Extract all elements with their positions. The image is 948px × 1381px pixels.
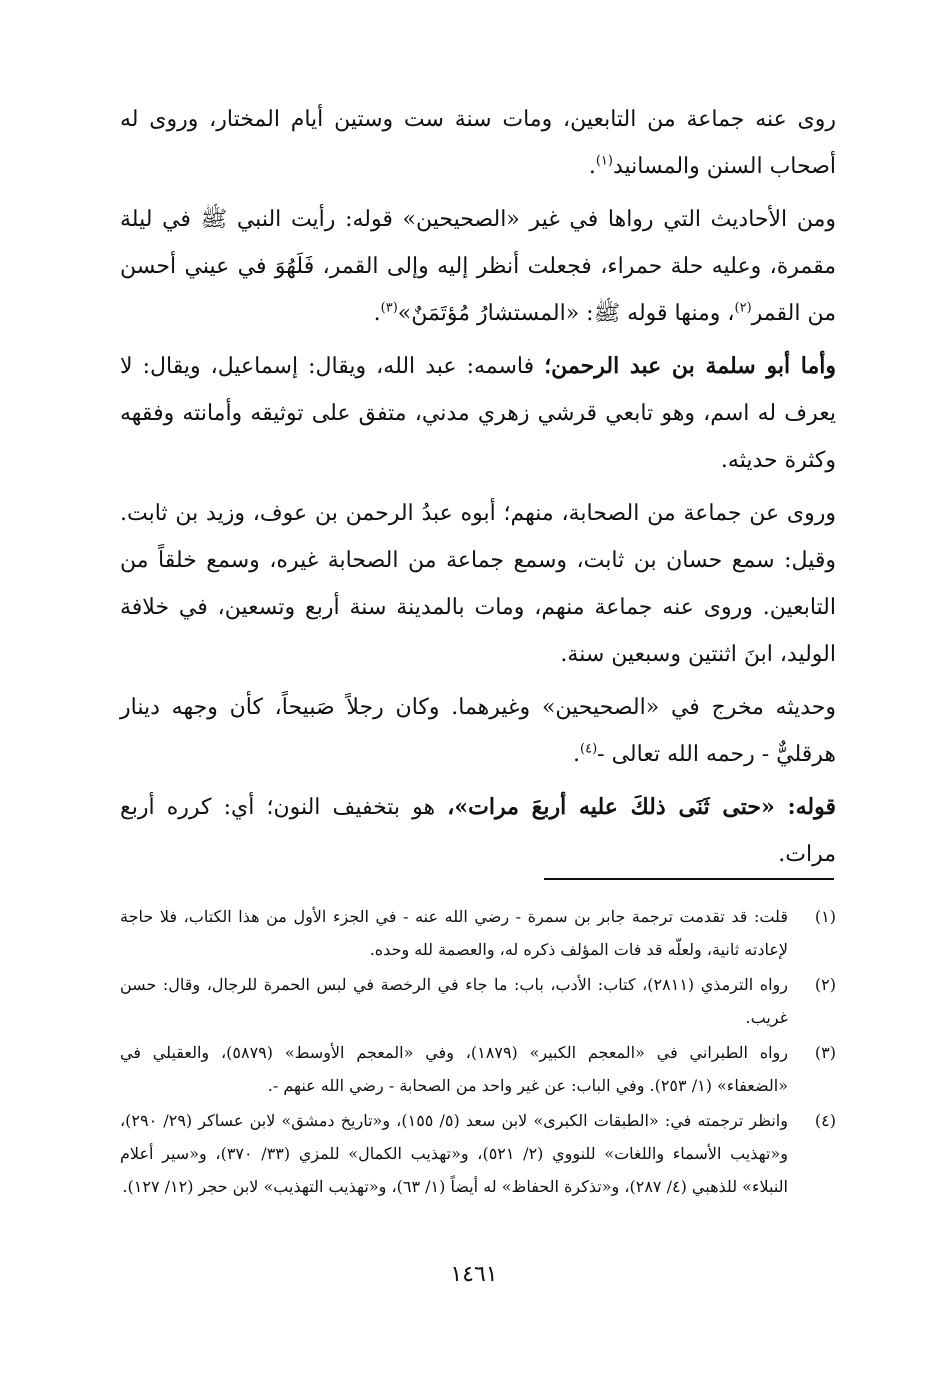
paragraph-tail: . xyxy=(588,154,596,179)
paragraph-tail: ، ومنها قوله ﷺ: «المستشارُ مُؤتَمَنٌ» xyxy=(397,301,735,326)
footnote-number: (٣) xyxy=(814,1043,836,1062)
footnote-ref[interactable]: (٣) xyxy=(380,300,398,316)
paragraph-text: ومن الأحاديث التي رواها في غير «الصحيحين» قوله: رأيت النبي ﷺ في ليلة مقمرة، وعليه حلة حمراء، فجعلت أنظر إليه وإلى القمر، فَلَهُوَ في عيني أحسن من القمر xyxy=(120,207,836,326)
paragraph-text: هو بتخفيف النون؛ أي: كرره أربع مرات. xyxy=(120,795,836,867)
paragraph-tail: . xyxy=(373,301,381,326)
footnote-text: قلت: قد تقدمت ترجمة جابر بن سمرة - رضي الله عنه - في الجزء الأول من هذا الكتاب، فلا حاجة لإعادته ثانية، ولعلّه قد فات المؤلف ذكره له، والعصمة لله وحده. xyxy=(120,907,788,959)
footnote-text: وانظر ترجمته في: «الطبقات الكبرى» لابن سعد (٥/ ١٥٥)، و«تاريخ دمشق» لابن عساكر (٢٩/ ٢٩٠)، و«تهذيب الأسماء واللغات» للنووي (٢/ ٥٢١)، و«تهذيب الكمال» للمزي (٣٣/ ٣٧٠)، و«سير أعلام النبلاء» للذهبي (٤/ ٢٨٧)، و«تذكرة الحفاظ» له أيضاً (١/ ٦٣)، و«تهذيب التهذيب» لابن حجر (١٢/ ١٢٧). xyxy=(120,1111,789,1196)
footnote-number: (١) xyxy=(814,907,836,926)
paragraph-2 xyxy=(120,196,836,337)
paragraph-text: فاسمه: عبد الله، ويقال: إسماعيل، ويقال: لا يعرف له اسم، وهو تابعي قرشي زهري مدني، متفق على توثيقه وأمانته وفقهه وكثرة حديثه. xyxy=(120,354,836,473)
paragraph-lead: قوله: «حتى ثَنَى ذلكَ عليه أربعَ مرات»، xyxy=(447,794,836,820)
footnote-ref[interactable]: (٢) xyxy=(734,300,752,316)
footnote-number: (٤) xyxy=(814,1111,836,1130)
paragraph-text: وروى عن جماعة من الصحابة، منهم؛ أبوه عبدُ الرحمن بن عوف، وزيد بن ثابت. وقيل: سمع حسان بن ثابت، وسمع جماعة من الصحابة غيره، وسمع خلقاً من التابعين. وروى عنه جماعة منهم، ومات بالمدينة سنة أربع وتسعين، في خلافة الوليد، ابنَ اثنتين وسبعين سنة. xyxy=(120,501,836,667)
main-text xyxy=(120,96,836,878)
paragraph-text: روى عنه جماعة من التابعين، ومات سنة ست وستين أيام المختار، وروى له أصحاب السنن والمسانيد xyxy=(120,107,836,179)
footnote-number: (٢) xyxy=(814,975,836,994)
footnote xyxy=(120,900,836,966)
footnote xyxy=(120,1036,836,1102)
paragraph-6 xyxy=(120,784,836,878)
footnote-text: رواه الطبراني في «المعجم الكبير» (١٨٧٩)، وفي «المعجم الأوسط» (٥٨٧٩)، والعقيلي في «الضعفاء» (١/ ٢٥٣). وفي الباب: عن غير واحد من الصحابة - رضي الله عنهم -. xyxy=(120,1043,788,1095)
footnote xyxy=(120,1104,836,1203)
footnotes xyxy=(120,900,836,1205)
paragraph-tail: . xyxy=(573,742,581,767)
paragraph-1 xyxy=(120,96,836,190)
footnote-text: رواه الترمذي (٢٨١١)، كتاب: الأدب، باب: ما جاء في الرخصة في لبس الحمرة للرجال، وقال: حسن غريب. xyxy=(120,975,788,1027)
footnote-divider xyxy=(544,878,834,880)
paragraph-text: وحديثه مخرج في «الصحيحين» وغيرهما. وكان رجلاً صَبيحاً، كأن وجهه دينار هرقليٌّ - رحمه الله تعالى - xyxy=(120,695,836,767)
footnote-ref[interactable]: (١) xyxy=(595,153,613,169)
paragraph-lead: وأما أبو سلمة بن عبد الرحمن؛ xyxy=(544,353,836,379)
footnote xyxy=(120,968,836,1034)
page-number: ١٤٦١ xyxy=(450,1262,498,1287)
paragraph-4 xyxy=(120,490,836,678)
footnote-ref[interactable]: (٤) xyxy=(580,741,598,757)
paragraph-3 xyxy=(120,343,836,484)
paragraph-5 xyxy=(120,684,836,778)
